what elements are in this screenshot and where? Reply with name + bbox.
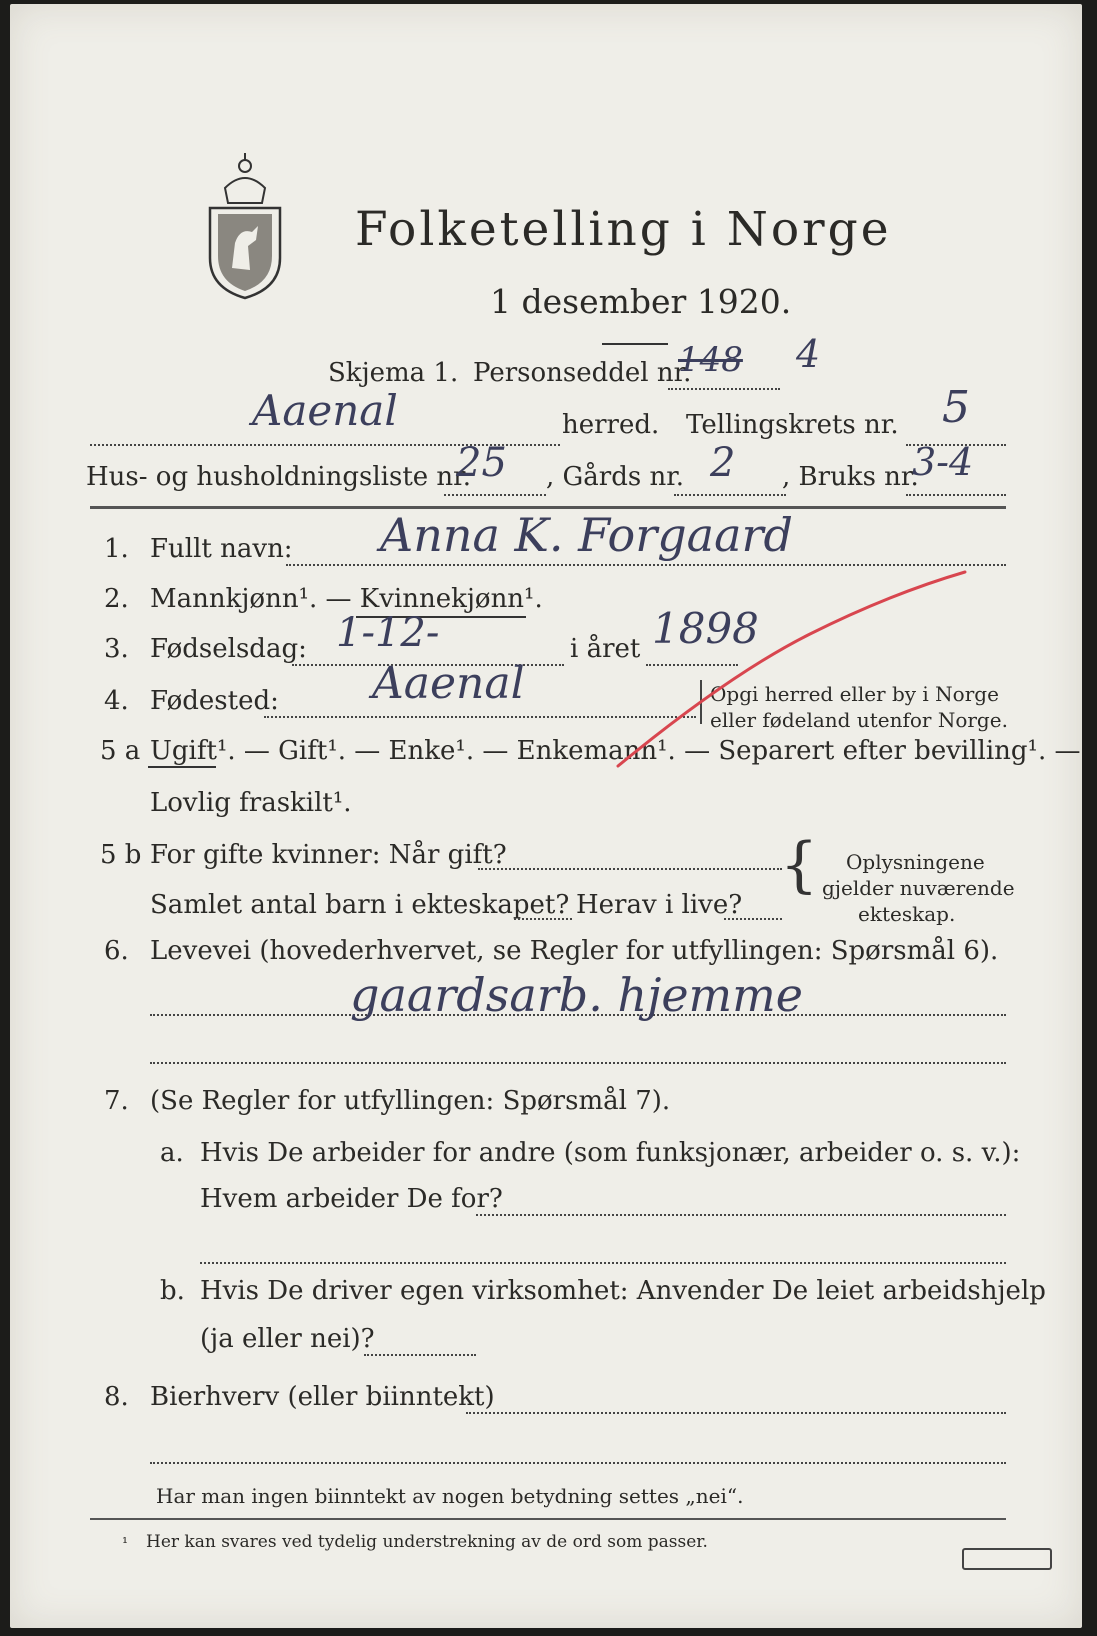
q5b-alive-label: Herav i live? — [576, 890, 743, 920]
form-title: Folketelling i Norge — [355, 202, 892, 257]
q4-label: Fødested: — [150, 686, 279, 716]
q1-number: 1. — [104, 534, 129, 564]
personseddel-value: 4 — [796, 332, 821, 376]
printer-stamp — [962, 1548, 1052, 1570]
q7-label: (Se Regler for utfyllingen: Spørsmål 7). — [150, 1086, 671, 1116]
bruks-value: 3-4 — [912, 440, 974, 484]
q2-number: 2. — [104, 584, 129, 614]
personseddel-struck-value: 148 — [678, 340, 743, 380]
q5b-note-line1: Oplysningene — [846, 850, 985, 874]
q5a-number: 5 a — [100, 736, 141, 766]
q3-number: 3. — [104, 634, 129, 664]
q5b-label: For gifte kvinner: Når gift? — [150, 840, 507, 870]
household-list-value: 25 — [456, 440, 507, 486]
q7a-number: a. — [160, 1138, 184, 1168]
gards-label: , Gårds nr. — [546, 462, 685, 492]
personseddel-label: Personseddel nr. — [473, 358, 692, 388]
herred-label: herred. — [562, 410, 660, 440]
household-list-field[interactable] — [444, 494, 546, 496]
q5a-label: Ugift¹. — Gift¹. — Enke¹. — Enkemann¹. — Separert efter bevilling¹. — — [150, 736, 1081, 766]
red-pencil-mark — [610, 564, 970, 774]
q5b-brace: { — [780, 830, 819, 900]
children-total-field[interactable] — [514, 918, 572, 920]
q7b-yesno-label: (ja eller nei)? — [200, 1324, 375, 1354]
q8-label: Bierhverv (eller biinntekt) — [150, 1382, 495, 1412]
census-form-sheet — [10, 4, 1082, 1628]
children-alive-field[interactable] — [724, 918, 782, 920]
bruks-field[interactable] — [906, 494, 1006, 496]
q7a-who-label: Hvem arbeider De for? — [200, 1184, 503, 1214]
tellingskrets-value: 5 — [942, 382, 970, 433]
q7-number: 7. — [104, 1086, 129, 1116]
q4-number: 4. — [104, 686, 129, 716]
footnote-text: Her kan svares ved tydelig understrekning av de ord som passer. — [146, 1532, 708, 1552]
occupation-value: gaardsarb. hjemme — [350, 968, 804, 1022]
side-income-field-2[interactable] — [150, 1462, 1006, 1464]
q8-note: Har man ingen biinntekt av nogen betydning settes „nei“. — [156, 1484, 744, 1508]
bruks-label: , Bruks nr. — [782, 462, 919, 492]
birthday-value: 1-12- — [336, 610, 440, 656]
q5b-number: 5 b — [100, 840, 142, 870]
married-when-field[interactable] — [478, 868, 782, 870]
hired-help-field[interactable] — [364, 1354, 476, 1356]
gards-value: 2 — [710, 440, 736, 486]
footnote-marker: ¹ — [122, 1534, 129, 1552]
full-name-value: Anna K. Forgaard — [380, 508, 793, 562]
employer-field-2[interactable] — [200, 1262, 1006, 1264]
q7b-number: b. — [160, 1276, 185, 1306]
q1-label: Fullt navn: — [150, 534, 293, 564]
q2-label: Mannkjønn¹. — Kvinnekjønn¹. — [150, 584, 543, 614]
household-list-label: Hus- og husholdningsliste nr. — [86, 462, 472, 492]
q4-note-line2: eller fødeland utenfor Norge. — [710, 708, 1008, 732]
norway-coat-of-arms-icon — [200, 148, 290, 303]
gards-field[interactable] — [674, 494, 786, 496]
birth-year-value: 1898 — [652, 604, 759, 653]
census-date: 1 desember 1920. — [490, 282, 792, 321]
q6-number: 6. — [104, 936, 129, 966]
q5a-label-cont: Lovlig fraskilt¹. — [150, 788, 352, 818]
ugift-underline — [148, 766, 216, 768]
occupation-field-2[interactable] — [150, 1062, 1006, 1064]
q7a-label: Hvis De arbeider for andre (som funksjonær, arbeider o. s. v.): — [200, 1138, 1021, 1168]
q5b-note-line3: ekteskap. — [858, 902, 956, 926]
q3-year-label: i året — [570, 634, 641, 664]
tellingskrets-label: Tellingskrets nr. — [686, 410, 899, 440]
birthplace-value: Aaenal — [372, 658, 525, 709]
municipality-value: Aaenal — [252, 386, 398, 435]
q5b-note-line2: gjelder nuværende — [822, 876, 1015, 900]
q5b-children-label: Samlet antal barn i ekteskapet? — [150, 890, 570, 920]
q6-label: Levevei (hovederhvervet, se Regler for utfyllingen: Spørsmål 6). — [150, 936, 999, 966]
skjema-label: Skjema 1. — [328, 358, 459, 388]
q8-number: 8. — [104, 1382, 129, 1412]
side-income-field[interactable] — [466, 1412, 1006, 1414]
q3-label: Fødselsdag: — [150, 634, 307, 664]
title-divider — [602, 343, 668, 345]
footnote-divider — [90, 1518, 1006, 1520]
employer-field[interactable] — [476, 1214, 1006, 1216]
personseddel-field[interactable] — [668, 388, 780, 390]
q4-note-line1: Opgi herred eller by i Norge — [710, 682, 999, 706]
q7b-label: Hvis De driver egen virksomhet: Anvender De leiet arbeidshjelp — [200, 1276, 1046, 1306]
